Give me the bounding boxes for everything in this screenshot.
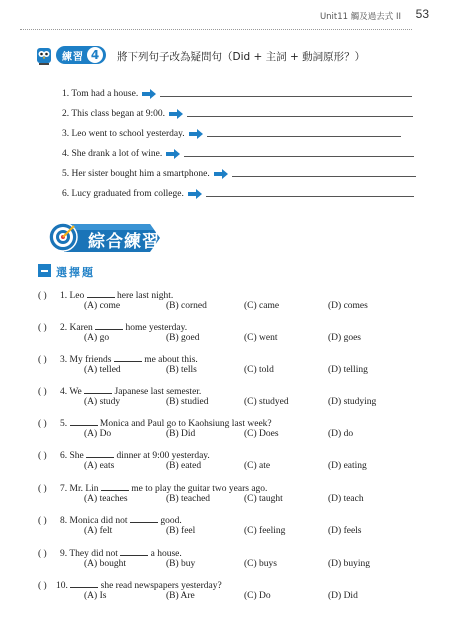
running-header: Unit11 觸及過去式 II — [319, 12, 401, 22]
question-7: ( ) 7. Mr. Lin me to play the guitar two years ago. — [38, 481, 267, 494]
owl-mascot-icon — [36, 46, 52, 66]
answer-parens[interactable]: ( ) — [38, 323, 47, 333]
option-a[interactable]: (A) come — [84, 301, 121, 311]
answer-parens[interactable]: ( ) — [38, 549, 47, 559]
arrow-right-icon — [142, 89, 156, 99]
subsection-title: 選擇題 — [56, 266, 95, 279]
option-d[interactable]: (D) eating — [328, 461, 367, 471]
option-b[interactable]: (B) teached — [166, 494, 211, 504]
answer-line[interactable] — [184, 156, 414, 157]
option-d[interactable]: (D) feels — [328, 526, 362, 536]
option-d[interactable]: (D) Did — [328, 591, 358, 601]
arrow-right-icon — [214, 169, 228, 179]
answer-parens[interactable]: ( ) — [38, 581, 47, 591]
option-c[interactable]: (C) told — [244, 365, 274, 375]
option-a[interactable]: (A) go — [84, 333, 110, 343]
option-a[interactable]: (A) felt — [84, 526, 113, 536]
option-c[interactable]: (C) buys — [244, 559, 277, 569]
arrow-right-icon — [188, 189, 202, 199]
option-d[interactable]: (D) buying — [328, 559, 370, 569]
option-d[interactable]: (D) teach — [328, 494, 364, 504]
option-a[interactable]: (A) telled — [84, 365, 121, 375]
answer-parens[interactable]: ( ) — [38, 355, 47, 365]
option-a[interactable]: (A) teaches — [84, 494, 128, 504]
option-b[interactable]: (B) goed — [166, 333, 200, 343]
option-b[interactable]: (B) studied — [166, 397, 209, 407]
option-b[interactable]: (B) eated — [166, 461, 202, 471]
question-blank — [70, 416, 98, 426]
option-a[interactable]: (A) study — [84, 397, 121, 407]
question-blank — [95, 320, 123, 330]
option-b[interactable]: (B) buy — [166, 559, 196, 569]
question-blank — [84, 384, 112, 394]
answer-line[interactable] — [207, 136, 401, 137]
answer-line[interactable] — [206, 196, 414, 197]
option-c[interactable]: (C) studyed — [244, 397, 289, 407]
option-a[interactable]: (A) Is — [84, 591, 107, 601]
question-10: ( ) 10. she read newspapers yesterday? — [38, 578, 222, 591]
answer-line[interactable] — [232, 176, 416, 177]
arrow-right-icon — [189, 129, 203, 139]
exercise-item-1: 1. Tom had a house. — [62, 89, 412, 99]
answer-parens[interactable]: ( ) — [38, 387, 47, 397]
option-c[interactable]: (C) ate — [244, 461, 271, 471]
option-d[interactable]: (D) do — [328, 429, 354, 439]
arrow-right-icon — [169, 109, 183, 119]
answer-parens[interactable]: ( ) — [38, 419, 47, 429]
answer-line[interactable] — [187, 116, 413, 117]
answer-parens[interactable]: ( ) — [38, 451, 47, 461]
question-9: ( ) 9. They did not a house. — [38, 546, 182, 559]
question-blank — [87, 288, 115, 298]
option-d[interactable]: (D) studying — [328, 397, 377, 407]
answer-parens[interactable]: ( ) — [38, 484, 47, 494]
question-blank — [101, 481, 129, 491]
question-blank — [130, 513, 158, 523]
arrow-right-icon — [166, 149, 180, 159]
question-blank — [114, 352, 142, 362]
question-1: ( ) 1. Leo here last night. — [38, 288, 173, 301]
option-b[interactable]: (B) Are — [166, 591, 195, 601]
answer-line[interactable] — [160, 96, 412, 97]
answer-parens[interactable]: ( ) — [38, 516, 47, 526]
question-3: ( ) 3. My friends me about this. — [38, 352, 198, 365]
option-b[interactable]: (B) tells — [166, 365, 197, 375]
option-b[interactable]: (B) corned — [166, 301, 207, 311]
question-blank — [70, 578, 98, 588]
option-c[interactable]: (C) Does — [244, 429, 279, 439]
target-icon — [48, 222, 78, 252]
option-a[interactable]: (A) Do — [84, 429, 112, 439]
question-8: ( ) 8. Monica did not good. — [38, 513, 182, 526]
question-blank — [120, 546, 148, 556]
option-d[interactable]: (D) comes — [328, 301, 368, 311]
answer-parens[interactable]: ( ) — [38, 291, 47, 301]
option-c[interactable]: (C) taught — [244, 494, 283, 504]
option-c[interactable]: (C) feeling — [244, 526, 286, 536]
practice-instruction: 將下列句子改為疑問句（Did + 主詞 + 動詞原形？） — [117, 51, 366, 63]
practice-badge-number: 4 — [87, 47, 103, 63]
exercise-item-4: 4. She drank a lot of wine. — [62, 149, 414, 159]
header-divider — [20, 29, 412, 30]
minus-square-icon — [38, 264, 51, 277]
option-d[interactable]: (D) goes — [328, 333, 361, 343]
exercise-item-2: 2. This class began at 9:00. — [62, 109, 413, 119]
section-title: 綜合練習 — [88, 232, 160, 252]
question-5: ( ) 5. Monica and Paul go to Kaohsiung last week? — [38, 416, 272, 429]
question-2: ( ) 2. Karen home yesterday. — [38, 320, 187, 333]
exercise-item-5: 5. Her sister bought him a smartphone. — [62, 169, 416, 179]
practice-badge — [56, 46, 106, 64]
question-blank — [86, 448, 114, 458]
option-c[interactable]: (C) went — [244, 333, 278, 343]
option-b[interactable]: (B) feel — [166, 526, 196, 536]
option-d[interactable]: (D) telling — [328, 365, 368, 375]
page-number: 53 — [415, 7, 429, 21]
option-c[interactable]: (C) came — [244, 301, 280, 311]
exercise-item-3: 3. Leo went to school yesterday. — [62, 129, 401, 139]
option-a[interactable]: (A) eats — [84, 461, 115, 471]
exercise-item-6: 6. Lucy graduated from college. — [62, 189, 414, 199]
practice-badge-label: 練習 — [62, 51, 84, 63]
question-4: ( ) 4. We Japanese last semester. — [38, 384, 201, 397]
option-a[interactable]: (A) bought — [84, 559, 126, 569]
question-6: ( ) 6. She dinner at 9:00 yesterday. — [38, 448, 210, 461]
option-b[interactable]: (B) Did — [166, 429, 196, 439]
option-c[interactable]: (C) Do — [244, 591, 271, 601]
